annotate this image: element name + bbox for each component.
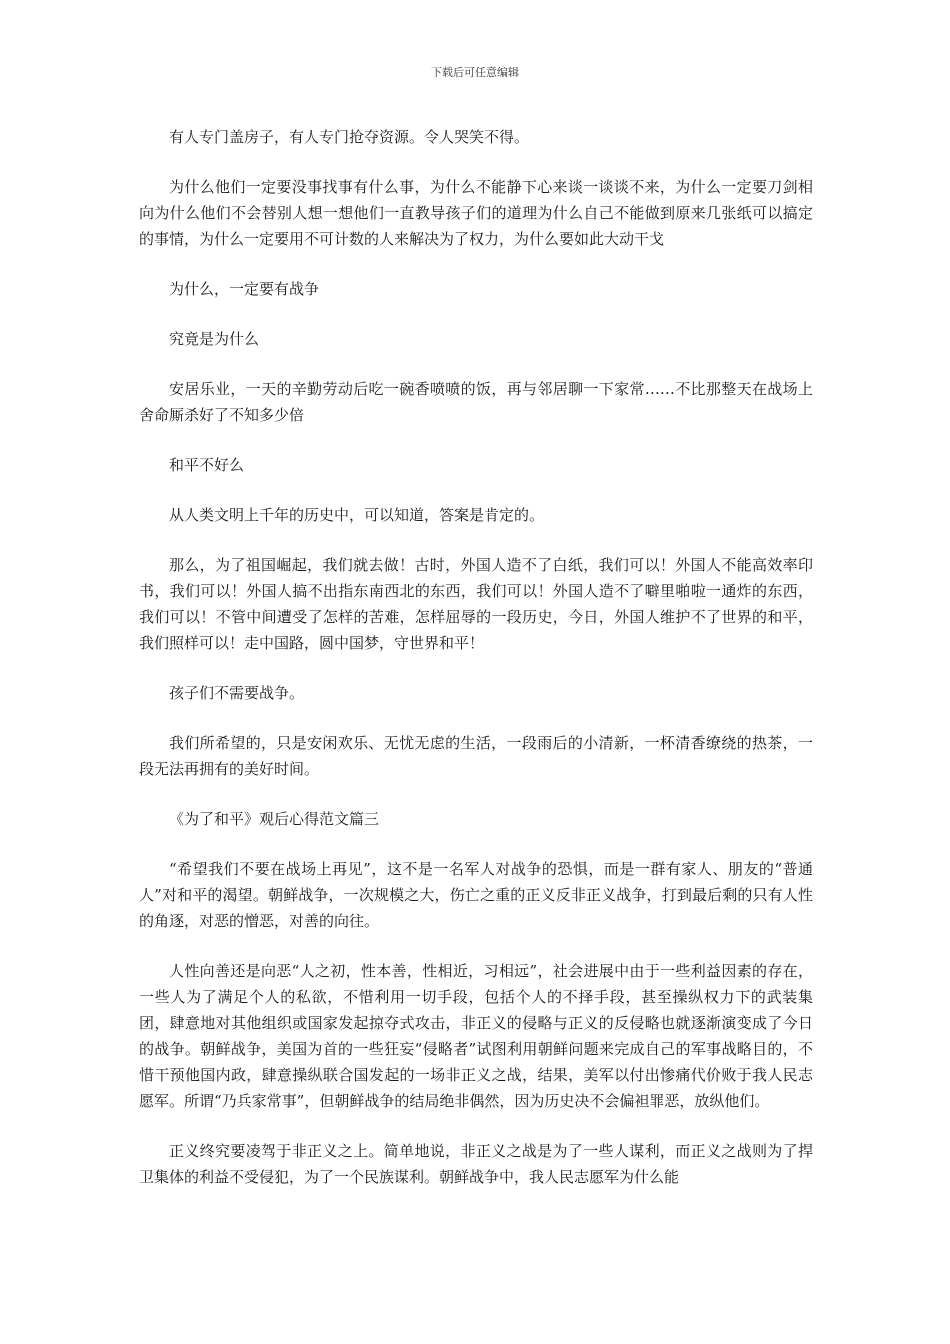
paragraph: “希望我们不要在战场上再见”，这不是一名军人对战争的恐惧，而是一群有家人、朋友的“普通人”对和平的渴望。朝鲜战争，一次规模之大，伤亡之重的正义反非正义战争，打到最后剩的只有人性的角逐，对恶的憎恶，对善的向往。: [139, 860, 813, 930]
paragraph: 安居乐业，一天的辛勤劳动后吃一碗香喷喷的饭，再与邻居聊一下家常……不比那整天在战场上舍命厮杀好了不知多少倍: [139, 380, 813, 424]
paragraph: 孩子们不需要战争。: [169, 684, 305, 702]
paragraph: 有人专门盖房子，有人专门抢夺资源。令人哭笑不得。: [169, 128, 530, 146]
page-header: 下载后可任意编辑: [431, 66, 519, 79]
section-heading: 《为了和平》观后心得范文篇三: [169, 810, 380, 828]
paragraph: 究竟是为什么: [169, 330, 260, 348]
paragraph: 正义终究要凌驾于非正义之上。简单地说，非正义之战是为了一些人谋利，而正义之战则为了捍卫集体的利益不受侵犯，为了一个民族谋利。朝鲜战争中，我人民志愿军为什么能: [139, 1142, 813, 1186]
paragraph: 为什么，一定要有战争: [169, 280, 320, 298]
paragraph: 人性向善还是向恶“人之初，性本善，性相近，习相远”，社会进展中由于一些利益因素的存在，一些人为了满足个人的私欲，不惜利用一切手段，包括个人的不择手段，甚至操纵权力下的武装集团，肆意地对其他组织或国家发起掠夺式攻击，非正义的侵略与正义的反侵略也就逐渐演变成了今日的战争。朝鲜战争，美国为首的一些狂妄“侵略者”试图利用朝鲜问题来完成自己的军事战略目的，不惜干预他国内政，肆意操纵联合国发起的一场非正义之战，结果，美军以付出惨痛代价败于我人民志愿军。所谓“乃兵家常事”，但朝鲜战争的结局绝非偶然，因为历史决不会偏袒罪恶，放纵他们。: [139, 962, 813, 1110]
paragraph: 我们所希望的，只是安闲欢乐、无忧无虑的生活，一段雨后的小清新，一杯清香缭绕的热茶，一段无法再拥有的美好时间。: [139, 734, 813, 778]
paragraph: 那么，为了祖国崛起，我们就去做！古时，外国人造不了白纸，我们可以！外国人不能高效率印书，我们可以！外国人搞不出指东南西北的东西，我们可以！外国人造不了噼里啪啦一通炸的东西，我们可以！不管中间遭受了怎样的苦难，怎样屈辱的一段历史，今日，外国人维护不了世界的和平，我们照样可以！走中国路，圆中国梦，守世界和平！: [139, 556, 813, 652]
paragraph: 和平不好么: [169, 456, 245, 474]
document-body: [139, 124, 813, 1214]
paragraph: 为什么他们一定要没事找事有什么事，为什么不能静下心来谈一谈谈不来，为什么一定要刀剑相向为什么他们不会替别人想一想他们一直教导孩子们的道理为什么自己不能做到原来几张纸可以搞定的事情，为什么一定要用不可计数的人来解决为了权力，为什么要如此大动干戈: [139, 178, 813, 248]
paragraph: 从人类文明上千年的历史中，可以知道，答案是肯定的。: [169, 506, 545, 524]
